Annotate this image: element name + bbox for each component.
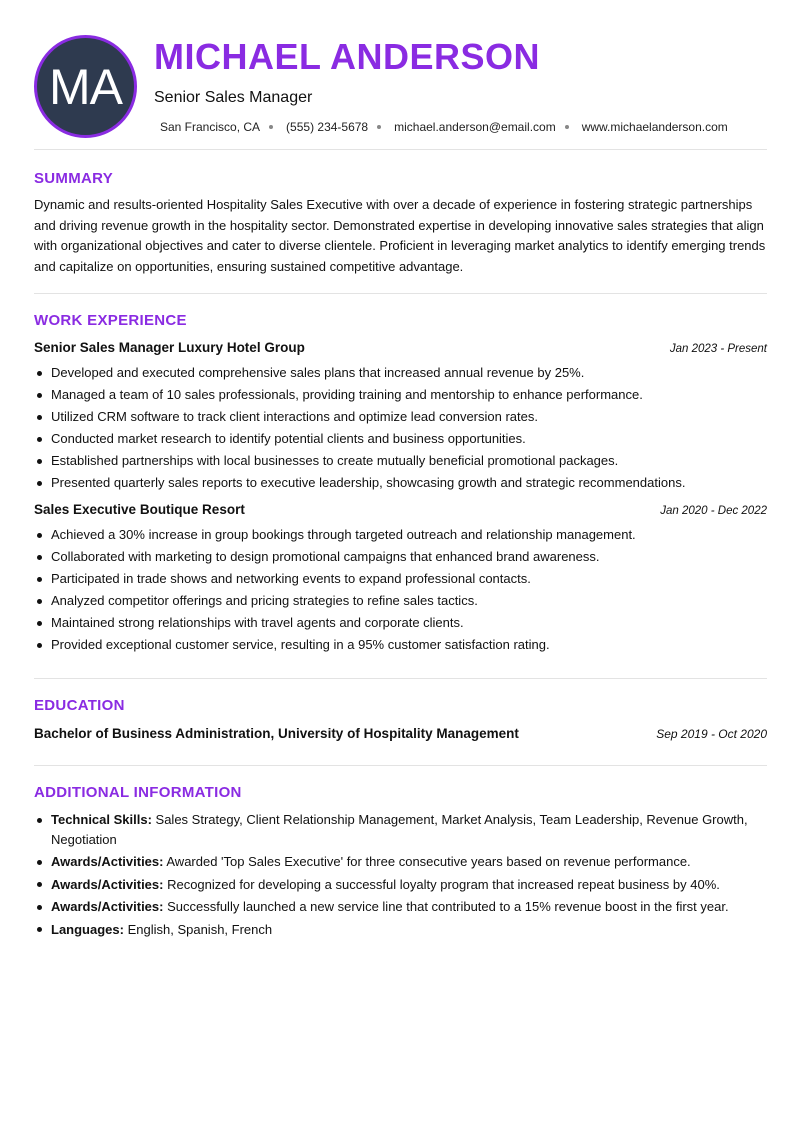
job-role: Senior Sales Manager Luxury Hotel Group <box>34 340 305 355</box>
job-entry <box>34 340 767 494</box>
job-date: Jan 2023 - Present <box>669 343 767 355</box>
job-entry <box>34 502 767 656</box>
section-heading-work-experience: WORK EXPERIENCE <box>34 312 187 329</box>
list-item: Maintained strong relationships with travel agents and corporate clients. <box>34 612 767 634</box>
summary-section <box>34 150 767 294</box>
contact-bar <box>160 120 728 134</box>
list-item <box>34 920 767 940</box>
list-item: Collaborated with marketing to design promotional campaigns that enhanced brand awareness. <box>34 546 767 568</box>
item-text: Awarded 'Top Sales Executive' for three consecutive years based on revenue performance. <box>163 854 691 869</box>
list-item: Utilized CRM software to track client interactions and optimize lead conversion rates. <box>34 406 767 428</box>
item-text: English, Spanish, French <box>123 921 273 937</box>
list-item: Analyzed competitor offerings and pricing strategies to refine sales tactics. <box>34 590 767 612</box>
item-text: Sales Strategy, Client Relationship Management, Market Analysis, Team Leadership, Revenue Growth, Negotiation <box>51 812 748 847</box>
candidate-name: MICHAEL ANDERSON <box>154 36 541 77</box>
item-label: Technical Skills: <box>51 812 152 827</box>
contact-phone: (555) 234-5678 <box>286 120 369 134</box>
section-heading-education: EDUCATION <box>34 697 125 714</box>
list-item: Developed and executed comprehensive sales plans that increased annual revenue by 25%. <box>34 362 767 384</box>
item-label: Languages: <box>51 921 124 937</box>
job-date: Jan 2020 - Dec 2022 <box>660 505 767 517</box>
separator-dot-icon <box>269 125 273 129</box>
list-item <box>34 852 767 872</box>
list-item <box>34 875 767 895</box>
job-bullets <box>34 524 767 656</box>
education-date: Sep 2019 - Oct 2020 <box>656 727 767 741</box>
separator-dot-icon <box>565 125 569 129</box>
list-item: Presented quarterly sales reports to executive leadership, showcasing growth and strategic recommendations. <box>34 472 767 494</box>
summary-text: Dynamic and results-oriented Hospitality Sales Executive with over a decade of experience in fostering strategic partnerships and driving revenue growth in the hospitality sector. Demonstrated expertise in developing innovative sales strategies that align with organizational objectives and cater to diverse clientele. Proficient in leveraging market analytics to identify emerging trends and capitalize on opportunities, ensuring sustained competitive advantage. <box>34 197 766 274</box>
section-heading-summary: SUMMARY <box>34 170 114 187</box>
list-item <box>34 897 767 917</box>
list-item: Managed a team of 10 sales professionals, providing training and mentorship to enhance performance. <box>34 384 767 406</box>
job-bullets <box>34 362 767 494</box>
item-label: Awards/Activities: <box>51 854 164 869</box>
item-text: Successfully launched a new service line that contributed to a 15% revenue boost in the first year. <box>163 899 729 914</box>
list-item: Participated in trade shows and networking events to expand professional contacts. <box>34 568 767 590</box>
contact-email[interactable]: michael.anderson@email.com <box>394 120 556 134</box>
avatar <box>34 35 137 138</box>
job-role: Sales Executive Boutique Resort <box>34 502 245 517</box>
education-section <box>34 679 767 766</box>
list-item: Provided exceptional customer service, resulting in a 95% customer satisfaction rating. <box>34 634 767 656</box>
additional-info-list <box>34 810 767 939</box>
separator-dot-icon <box>377 125 381 129</box>
list-item <box>34 810 767 849</box>
item-label: Awards/Activities: <box>51 899 164 914</box>
list-item: Conducted market research to identify potential clients and business opportunities. <box>34 428 767 450</box>
education-degree: Bachelor of Business Administration, University of Hospitality Management <box>34 726 519 741</box>
contact-website[interactable]: www.michaelanderson.com <box>581 120 728 134</box>
avatar-initials: MA <box>49 58 122 115</box>
candidate-title: Senior Sales Manager <box>154 89 313 106</box>
contact-location: San Francisco, CA <box>160 120 261 134</box>
item-label: Awards/Activities: <box>51 876 164 892</box>
item-text: Recognized for developing a successful loyalty program that increased repeat business by 40%. <box>163 876 720 892</box>
section-heading-additional-information: ADDITIONAL INFORMATION <box>34 784 242 801</box>
work-experience-section <box>34 294 767 679</box>
list-item: Achieved a 30% increase in group bookings through targeted outreach and relationship management. <box>34 524 767 546</box>
list-item: Established partnerships with local businesses to create mutually beneficial promotional packages. <box>34 450 767 472</box>
additional-information-section <box>34 766 767 939</box>
resume-header <box>34 0 767 150</box>
